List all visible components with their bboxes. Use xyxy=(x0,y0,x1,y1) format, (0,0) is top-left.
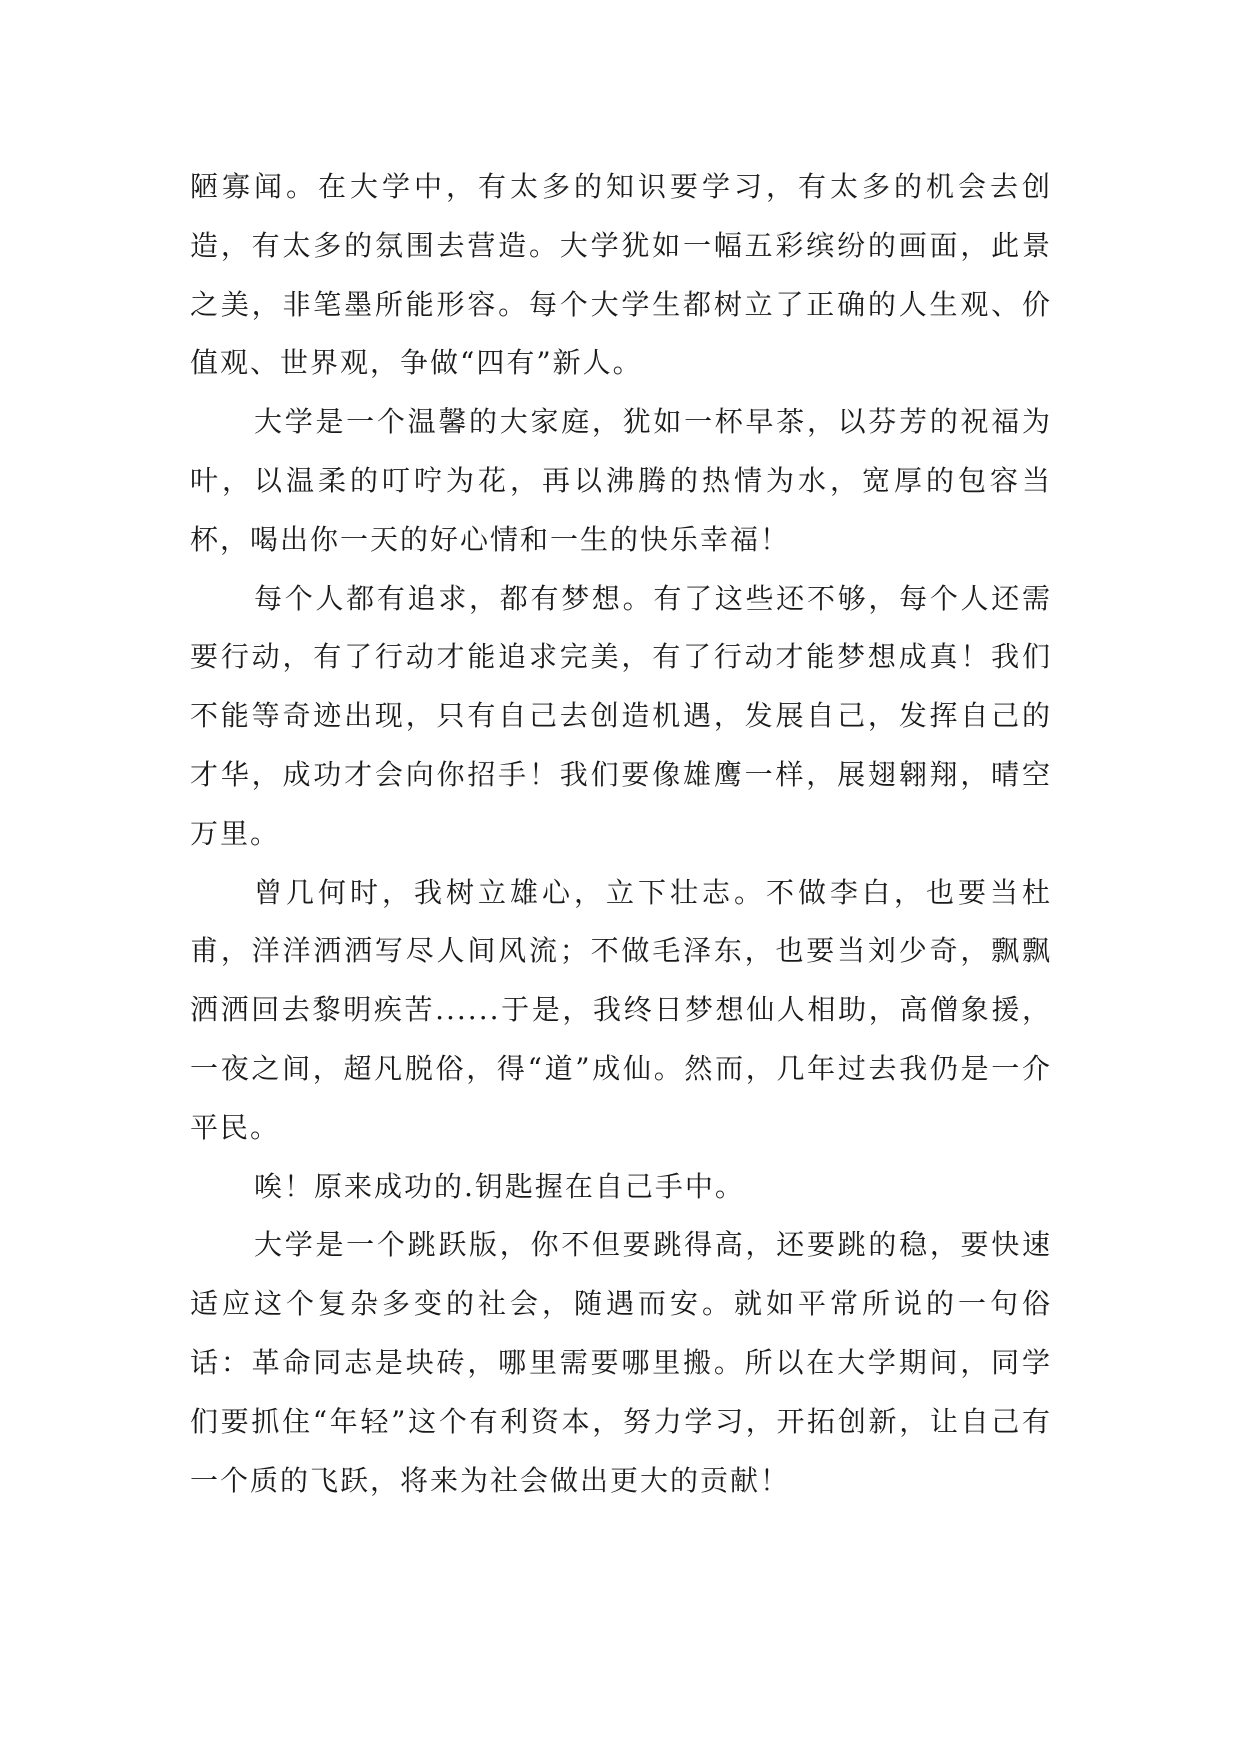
paragraph-5: 唉！原来成功的.钥匙握在自己手中。 xyxy=(254,1169,745,1203)
document-body xyxy=(190,158,1052,1510)
paragraph-4: 曾几何时，我树立雄心，立下壮志。不做李白，也要当杜甫，洋洋洒洒写尽人间风流；不做毛泽东，也要当刘少奇，飘飘洒洒回去黎明疾苦......于是，我终日梦想仙人相助，高僧象援，一夜之间，超凡脱俗，得“道”成仙。然而，几年过去我仍是一介平民。 xyxy=(190,875,1052,1144)
paragraph-6: 大学是一个跳跃版，你不但要跳得高，还要跳的稳，要快速适应这个复杂多变的社会，随遇而安。就如平常所说的一句俗话：革命同志是块砖，哪里需要哪里搬。所以在大学期间，同学们要抓住“年轻”这个有利资本，努力学习，开拓创新，让自己有一个质的飞跃，将来为社会做出更大的贡献！ xyxy=(190,1228,1052,1497)
paragraph-2: 大学是一个温馨的大家庭，犹如一杯早茶，以芬芳的祝福为叶，以温柔的叮咛为花，再以沸腾的热情为水，宽厚的包容当杯，喝出你一天的好心情和一生的快乐幸福！ xyxy=(190,405,1052,556)
paragraph-1: 陋寡闻。在大学中，有太多的知识要学习，有太多的机会去创造，有太多的氛围去营造。大学犹如一幅五彩缤纷的画面，此景之美，非笔墨所能形容。每个大学生都树立了正确的人生观、价值观、世界观，争做“四有”新人。 xyxy=(190,170,1052,380)
paragraph-3: 每个人都有追求，都有梦想。有了这些还不够，每个人还需要行动，有了行动才能追求完美，有了行动才能梦想成真！我们不能等奇迹出现，只有自己去创造机遇，发展自己，发挥自己的才华，成功才会向你招手！我们要像雄鹰一样，展翅翱翔，晴空万里。 xyxy=(190,581,1052,850)
